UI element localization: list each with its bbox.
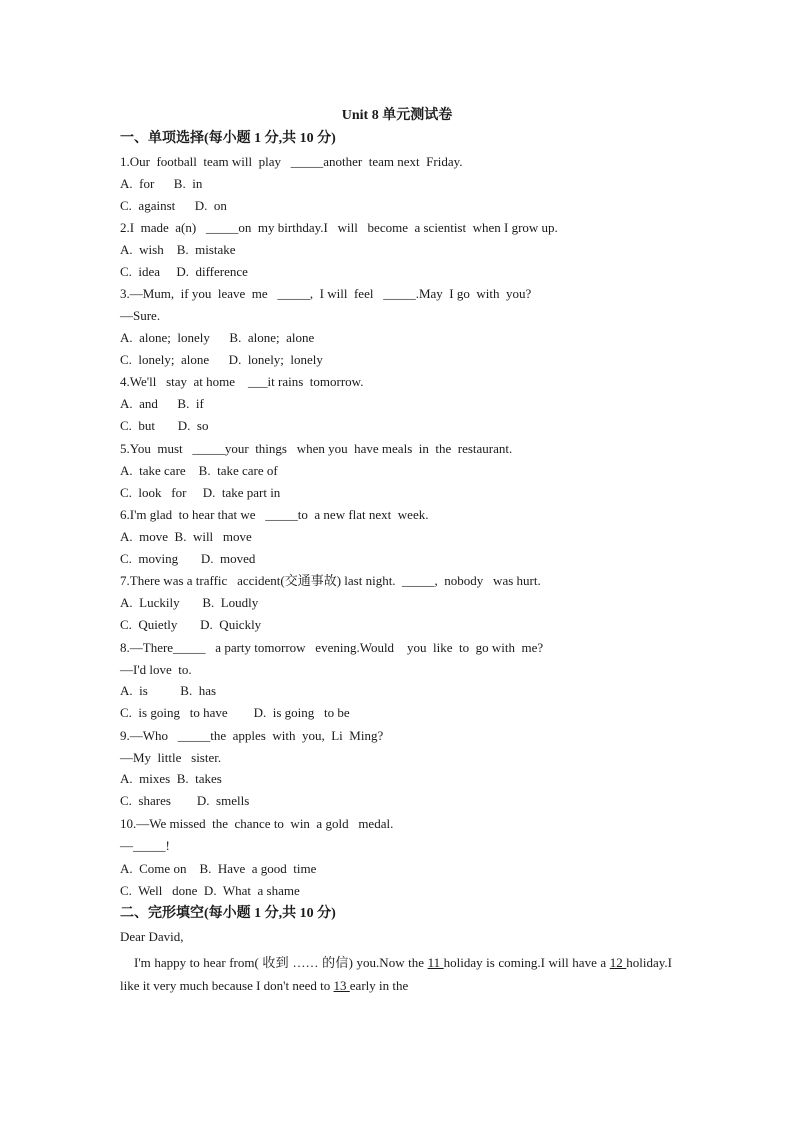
option-line: A. mixes B. takes <box>120 771 222 786</box>
paragraph-text: early in the <box>349 978 409 993</box>
option-line: A. move B. will move <box>120 529 252 544</box>
question-line: 2.I made a(n) _____on my birthday.I will become a scientist when I grow up. <box>120 220 558 235</box>
letter-greeting: Dear David, <box>120 929 184 944</box>
blank-12: 12 <box>609 955 627 970</box>
option-line: C. moving D. moved <box>120 551 256 566</box>
option-line: A. wish B. mistake <box>120 242 236 257</box>
dialogue-line: —Sure. <box>120 308 161 323</box>
question-line: 9.—Who _____the apples with you, Li Ming? <box>120 728 384 743</box>
question-line: 5.You must _____your things when you have meals in the restaurant. <box>120 441 513 456</box>
option-line: A. for B. in <box>120 176 203 191</box>
question-line: 1.Our football team will play _____another team next Friday. <box>120 154 463 169</box>
option-line: A. Come on B. Have a good time <box>120 861 317 876</box>
question-line: 10.—We missed the chance to win a gold medal. <box>120 816 394 831</box>
question-line: 4.We'll stay at home ___it rains tomorrow. <box>120 374 364 389</box>
page-title: Unit 8 单元测试卷 <box>341 108 453 123</box>
option-line: C. Quietly D. Quickly <box>120 617 262 632</box>
option-line: A. Luckily B. Loudly <box>120 595 259 610</box>
option-line: A. and B. if <box>120 396 204 411</box>
option-line: C. idea D. difference <box>120 264 248 279</box>
dialogue-line: —My little sister. <box>120 750 222 765</box>
option-line: C. shares D. smells <box>120 793 250 808</box>
option-line: A. alone; lonely B. alone; alone <box>120 330 315 345</box>
question-line: 7.There was a traffic accident(交通事故) last night. _____, nobody was hurt. <box>120 573 541 588</box>
option-line: A. take care B. take care of <box>120 463 278 478</box>
section-heading-multiple-choice: 一、单项选择(每小题 1 分,共 10 分) <box>120 131 336 146</box>
letter-paragraph <box>120 951 672 997</box>
paragraph-text: I'm happy to hear from( 收到 …… 的信) you.Now the <box>134 955 428 970</box>
option-line: C. is going to have D. is going to be <box>120 705 350 720</box>
section-heading-cloze: 二、完形填空(每小题 1 分,共 10 分) <box>120 906 336 921</box>
paragraph-text: holiday.I like it very much because I don't need to <box>120 955 673 993</box>
blank-11: 11 <box>427 955 444 970</box>
option-line: A. is B. has <box>120 683 217 698</box>
question-line: 8.—There_____ a party tomorrow evening.Would you like to go with me? <box>120 640 544 655</box>
option-line: C. look for D. take part in <box>120 485 281 500</box>
option-line: C. but D. so <box>120 418 209 433</box>
question-line: 3.—Mum, if you leave me _____, I will feel _____.May I go with you? <box>120 286 532 301</box>
paragraph-text: holiday is coming.I will have a <box>443 955 610 970</box>
blank-13: 13 <box>333 978 350 993</box>
option-line: C. Well done D. What a shame <box>120 883 300 898</box>
option-line: C. lonely; alone D. lonely; lonely <box>120 352 323 367</box>
dialogue-line: —I'd love to. <box>120 662 192 677</box>
dialogue-line: —_____! <box>120 838 170 853</box>
question-line: 6.I'm glad to hear that we _____to a new flat next week. <box>120 507 429 522</box>
option-line: C. against D. on <box>120 198 227 213</box>
